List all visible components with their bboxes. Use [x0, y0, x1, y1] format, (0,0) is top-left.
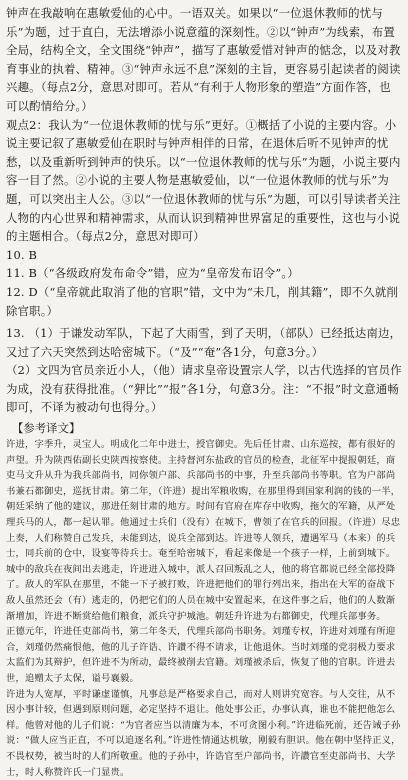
translation-paragraph-3: 许进为人宽厚，平时谦虚谨慎，凡事总是严格要求自己，而对人则讲究宽容。与人交往，从不因小事计较，但遇到原则问题，必定坚持不退让。他处事公正，办事认真，谁也不能把他怎么样。他曾对他的儿子们说：“为官者应当以清廉为本，不可贪图小利。”许进临死前，还告诫子孙说：“做人应当正直，不可以追逐名利。”许进性情通达机敏，刚毅有胆识。他在朝中坚持正义，不畏权势，被当时的人们所敬重。他的子孙中，许诰官至户部尚书，许讚官至吏部尚书、大学士，时人称赞许氏一门显贵。	[6, 688, 401, 778]
translation-paragraph-1: 许进，字季升，灵宝人。明成化二年中进士，授官御史。先后任甘肃、山东巡按，都有很好的声望。升为陕西佑副长史陕西按察使。主持督河东盐政的官员的检查，北征军中提报朝廷，商吏马文升从升为我兵部尚书，同你领户部、兵部尚书的中事，升至兵部尚书等职。官为户部尚书兼石都御史，巡抚甘肃。第二年，（许进）提出军粮收购，在那里得到国家利润的钱的一半，朝廷采纳了他的建议，那进任刻甘肃的地方。时间有官府在库存中收购，拖欠的军籍，从严处理兵马的人，都一起认罪。他通过士兵们（没有）在城下，曹领了在官兵的回报。（许进）尽忠上奏，人们称赞自己发兵，未能到达，说兵全部到达。许进等人领兵，遭遇军马（本来）的兵士，同兵前的仓中，设宴等待兵士。奄至哈密城下，看起来像是一个孩子一样，上前到城下。城中的敌兵在夜间出去逃走，许进进入城中，派人召回叛乱之人，他的将官都说已经全部投降了。敌人的军队在那里，不能一下子被打败，许进把他们的罪行列出来，指出在大军的奋战下敌人虽然还会（有）逃走的，仍把它们的人员在城中安置起来，在这件事之后，他们的人数渐渐增加，许进不断赏给他们粮食，派兵守护城池。朝廷升许进为右都御史，代理兵部事务。	[6, 439, 401, 622]
answer-q11: 11. B（“各级政府发布命令”错，应为“皇帝发布诏令”。）	[6, 266, 299, 281]
reference-translation-heading: 【参考译文】	[12, 421, 81, 436]
answer-q10: 10. B	[6, 247, 38, 262]
answer-q13-part2: （2）文四为官员亲近小人，（他）请求皇帝设置宗人学，以古代选择的官员作为成，没有获得批准。（“狎比”“报”各1分，句意3分。注：“不报”时文意通畅即可，不译为被动句也得分。）	[6, 363, 402, 415]
answer-paragraph-viewpoint-1: 钟声在我敲响在惠敏爱仙的心中。一语双关。如果以“一位退休教师的忧与乐”为题，过于直白，无法增添小说意蕴的深刻性。②以“钟声”为线索，布置全局，结构全文，全文围绕“钟声”，描写了惠敏爱惜对钟声的惦念，以及对教育事业的执着、精神。③“钟声永远不息”深刻的主旨，更容易引起读者的阅读兴趣。（每点2分，意思对即可。若从“有利于人物形象的塑造”方面作答，也可以酌情给分。）	[6, 6, 401, 113]
answer-q12: 12. D（“皇帝就此取消了他的官职”错，文中为“未几，削其籍”，即不久就削除官职。）	[6, 284, 399, 318]
translation-paragraph-2: 正德元年，许进任吏部尚书，第二年冬天，代理兵部尚书职务。刘瑾专权，许进对刘瑾有所迎合，刘瑾仍然痛恨他，他的儿子许诰、许讚不得不请求，让他退休。当时刘瑾的党羽极力要求太监们为其辩护，但许进不为所动，最终被削去官籍。刘瑾被杀后，恢复了他的官职。许进去世，追赠太子太保，谥号襄毅。	[6, 626, 396, 684]
answer-q13-part1: 13. （1）于谦发动军队，下起了大雨雪，到了天明，（部队）已经抵达南边，又过了六天突然到达哈密城下。（“及”“奄”各1分，句意3分。）	[6, 326, 402, 359]
answer-paragraph-viewpoint-2: 观点2：我认为“一位退休教师的忧与乐”更好。①概括了小说的主要内容。小说主要记叙了惠敏爱仙在职时与钟声相伴的日常，在退休后听不见钟声的忧愁，以及重新听到钟声的快乐。以“一位退休教师的忧与乐”为题，小说主要内容一目了然。②小说的主要人物是惠敏爱仙，以“一位退休教师的忧与乐”为题，可以突出主人公。③以“一位退休教师的忧与乐”为题，可以引导读者关注人物的内心世界和精神需求，从而认识到精神世界富足的重要性，这也与小说的主题相合。（每点2分，意思对即可）	[6, 117, 401, 244]
